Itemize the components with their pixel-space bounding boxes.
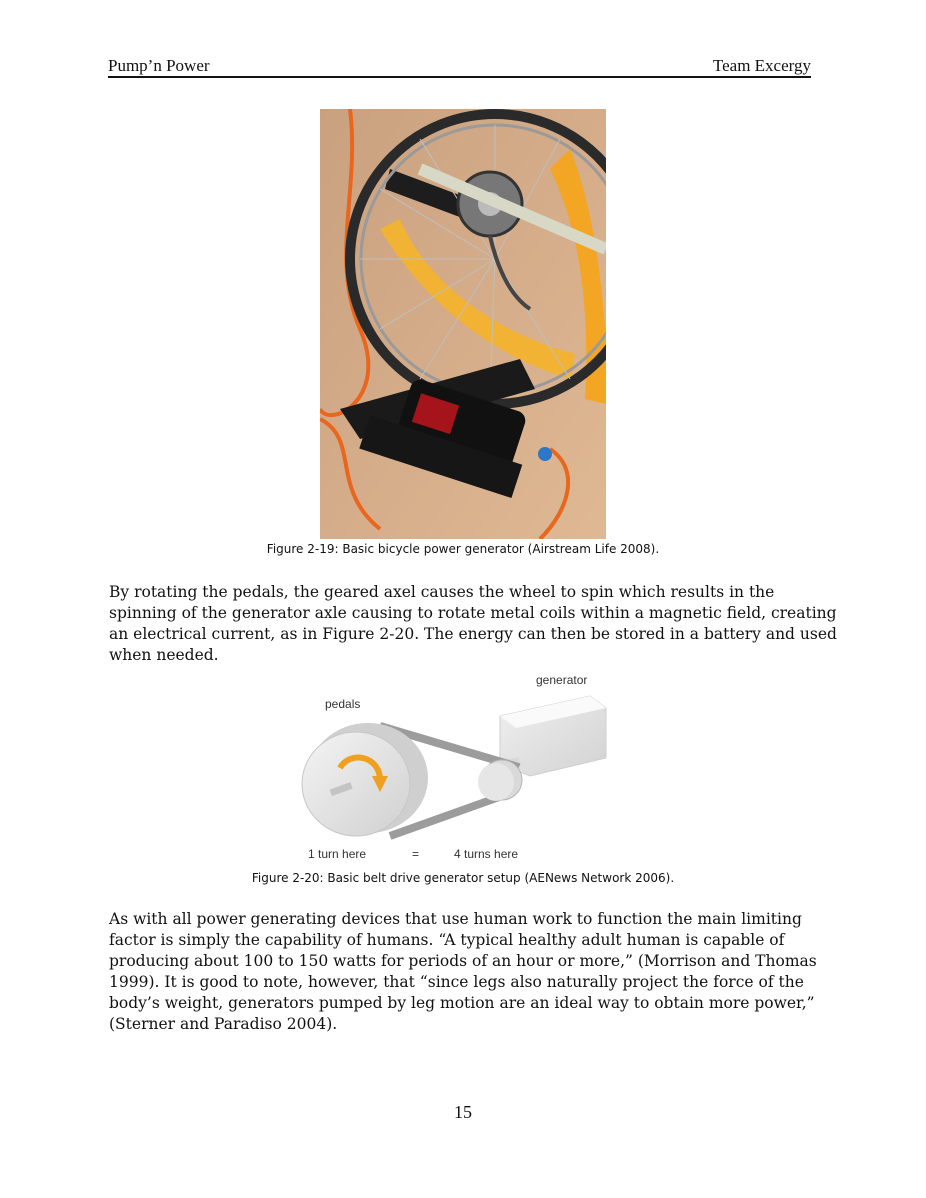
paragraph-line: spinning of the generator axle causing to rotate metal coils within a magnetic field, creating	[109, 604, 837, 622]
paragraph-line: factor is simply the capability of humans. “A typical healthy adult human is capable of	[109, 931, 785, 949]
bicycle-generator-photo	[320, 109, 606, 539]
page-number: 15	[454, 1102, 472, 1122]
paragraph-pedals	[109, 582, 837, 666]
four-turns-label: 4 turns here	[454, 847, 519, 861]
paragraph-line: when needed.	[109, 646, 219, 664]
paragraph-line: an electrical current, as in Figure 2-20. The energy can then be stored in a battery and used	[109, 625, 837, 643]
one-turn-label: 1 turn here	[308, 847, 367, 861]
figure-2-20-caption: Figure 2-20: Basic belt drive generator setup (AENews Network 2006).	[251, 871, 675, 885]
figure-2-19-caption: Figure 2-19: Basic bicycle power generator (Airstream Life 2008).	[266, 542, 660, 556]
generator-label: generator	[536, 673, 588, 687]
header-team: Team Excergy	[712, 56, 811, 75]
belt-drive-diagram	[290, 668, 620, 868]
paragraph-line: 1999). It is good to note, however, that “since legs also naturally project the force of the	[109, 973, 804, 991]
pedals-label: pedals	[325, 697, 361, 711]
equals-label: =	[412, 847, 420, 861]
header-title: Pump’n Power	[108, 56, 210, 75]
page-header	[108, 56, 811, 78]
paragraph-human-power	[109, 909, 819, 1035]
paragraph-line: producing about 100 to 150 watts for periods of an hour or more,” (Morrison and Thomas	[109, 952, 817, 970]
bicycle-generator-illustration	[320, 109, 606, 539]
paragraph-line: As with all power generating devices that use human work to function the main limiting	[109, 910, 802, 928]
paragraph-line: body’s weight, generators pumped by leg motion are an ideal way to obtain more power,”	[109, 994, 815, 1012]
paragraph-line: By rotating the pedals, the geared axel causes the wheel to spin which results in the	[109, 583, 775, 601]
paragraph-line: (Sterner and Paradiso 2004).	[109, 1015, 338, 1033]
